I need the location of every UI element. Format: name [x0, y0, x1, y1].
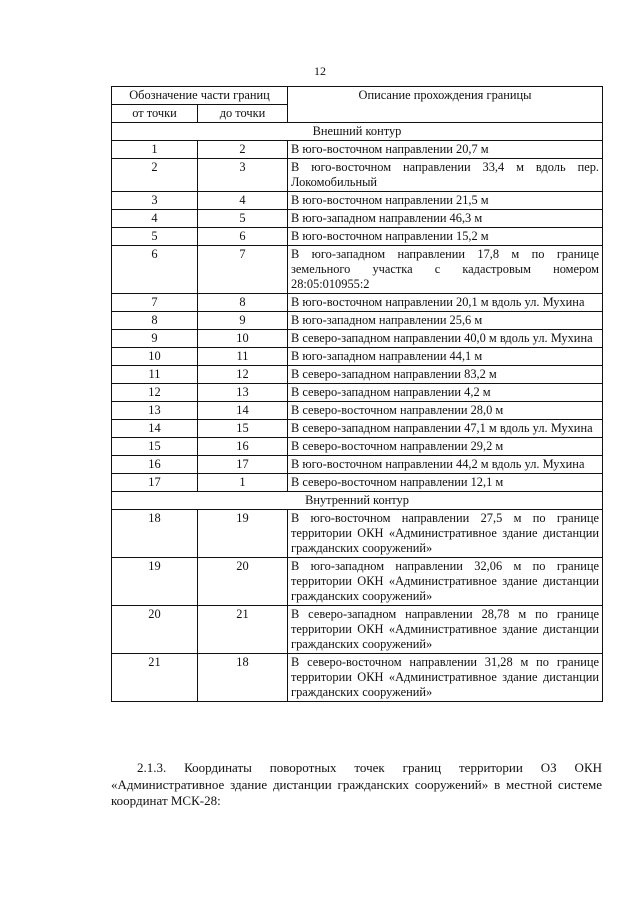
table-row — [112, 246, 603, 294]
to-point-cell: 14 — [198, 402, 288, 420]
description-cell: В юго-восточном направлении 27,5 м по границе территории ОКН «Административное здание дистанции гражданских сооружений» — [288, 510, 603, 558]
table-row — [112, 228, 603, 246]
table-row — [112, 402, 603, 420]
description-cell: В юго-восточном направлении 15,2 м — [288, 228, 603, 246]
description-cell: В северо-западном направлении 40,0 м вдоль ул. Мухина — [288, 330, 603, 348]
to-point-cell: 21 — [198, 606, 288, 654]
section-row — [112, 492, 603, 510]
to-point-cell: 9 — [198, 312, 288, 330]
description-cell: В юго-восточном направлении 20,7 м — [288, 141, 603, 159]
header-from-point: от точки — [112, 105, 198, 123]
table-row — [112, 384, 603, 402]
from-point-cell: 6 — [112, 246, 198, 294]
to-point-cell: 2 — [198, 141, 288, 159]
description-cell: В северо-восточном направлении 12,1 м — [288, 474, 603, 492]
to-point-cell: 15 — [198, 420, 288, 438]
description-cell: В юго-западном направлении 25,6 м — [288, 312, 603, 330]
to-point-cell: 17 — [198, 456, 288, 474]
table-row — [112, 654, 603, 702]
closing-paragraph: 2.1.3. Координаты поворотных точек границ территории ОЗ ОКН «Административное здание дистанции гражданских сооружений» в местной системе координат МСК-28: — [111, 760, 602, 808]
description-cell: В юго-восточном направлении 20,1 м вдоль ул. Мухина — [288, 294, 603, 312]
description-cell: В юго-западном направлении 32,06 м по границе территории ОКН «Административное здание дистанции гражданских сооружений» — [288, 558, 603, 606]
description-cell: В юго-западном направлении 44,1 м — [288, 348, 603, 366]
to-point-cell: 10 — [198, 330, 288, 348]
from-point-cell: 10 — [112, 348, 198, 366]
table-body — [112, 123, 603, 702]
table-row — [112, 456, 603, 474]
from-point-cell: 14 — [112, 420, 198, 438]
from-point-cell: 5 — [112, 228, 198, 246]
to-point-cell: 7 — [198, 246, 288, 294]
to-point-cell: 18 — [198, 654, 288, 702]
table-row — [112, 312, 603, 330]
from-point-cell: 17 — [112, 474, 198, 492]
table-row — [112, 510, 603, 558]
to-point-cell: 5 — [198, 210, 288, 228]
description-cell: В северо-западном направлении 28,78 м по границе территории ОКН «Административное здание дистанции гражданских сооружений» — [288, 606, 603, 654]
table-row — [112, 294, 603, 312]
to-point-cell: 6 — [198, 228, 288, 246]
description-cell: В северо-западном направлении 83,2 м — [288, 366, 603, 384]
from-point-cell: 15 — [112, 438, 198, 456]
from-point-cell: 21 — [112, 654, 198, 702]
description-cell: В северо-восточном направлении 28,0 м — [288, 402, 603, 420]
table-row — [112, 366, 603, 384]
table-row — [112, 348, 603, 366]
from-point-cell: 18 — [112, 510, 198, 558]
header-description: Описание прохождения границы — [288, 87, 603, 123]
to-point-cell: 4 — [198, 192, 288, 210]
table-row — [112, 159, 603, 192]
from-point-cell: 11 — [112, 366, 198, 384]
description-cell: В юго-восточном направлении 33,4 м вдоль пер. Локомобильный — [288, 159, 603, 192]
to-point-cell: 8 — [198, 294, 288, 312]
to-point-cell: 13 — [198, 384, 288, 402]
boundary-table — [111, 86, 603, 702]
header-to-point: до точки — [198, 105, 288, 123]
table-row — [112, 606, 603, 654]
from-point-cell: 3 — [112, 192, 198, 210]
description-cell: В юго-западном направлении 17,8 м по границе земельного участка с кадастровым номером 28:05:010955:2 — [288, 246, 603, 294]
to-point-cell: 12 — [198, 366, 288, 384]
from-point-cell: 16 — [112, 456, 198, 474]
description-cell: В юго-западном направлении 46,3 м — [288, 210, 603, 228]
description-cell: В северо-западном направлении 4,2 м — [288, 384, 603, 402]
description-cell: В юго-восточном направлении 44,2 м вдоль ул. Мухина — [288, 456, 603, 474]
from-point-cell: 4 — [112, 210, 198, 228]
section-row — [112, 123, 603, 141]
page-number: 12 — [314, 64, 326, 78]
table-row — [112, 192, 603, 210]
from-point-cell: 19 — [112, 558, 198, 606]
to-point-cell: 20 — [198, 558, 288, 606]
section-title: Внешний контур — [112, 123, 603, 141]
description-cell: В северо-восточном направлении 31,28 м по границе территории ОКН «Административное здание дистанции гражданских сооружений» — [288, 654, 603, 702]
description-cell: В юго-восточном направлении 21,5 м — [288, 192, 603, 210]
table-row — [112, 558, 603, 606]
to-point-cell: 19 — [198, 510, 288, 558]
from-point-cell: 12 — [112, 384, 198, 402]
table-row — [112, 474, 603, 492]
table-row — [112, 210, 603, 228]
from-point-cell: 2 — [112, 159, 198, 192]
from-point-cell: 13 — [112, 402, 198, 420]
from-point-cell: 9 — [112, 330, 198, 348]
from-point-cell: 20 — [112, 606, 198, 654]
table-header-row — [112, 87, 603, 105]
to-point-cell: 1 — [198, 474, 288, 492]
to-point-cell: 16 — [198, 438, 288, 456]
table-row — [112, 438, 603, 456]
to-point-cell: 3 — [198, 159, 288, 192]
description-cell: В северо-восточном направлении 29,2 м — [288, 438, 603, 456]
header-boundary-part: Обозначение части границ — [112, 87, 288, 105]
table-row — [112, 420, 603, 438]
from-point-cell: 7 — [112, 294, 198, 312]
table-row — [112, 330, 603, 348]
description-cell: В северо-западном направлении 47,1 м вдоль ул. Мухина — [288, 420, 603, 438]
from-point-cell: 8 — [112, 312, 198, 330]
section-title: Внутренний контур — [112, 492, 603, 510]
to-point-cell: 11 — [198, 348, 288, 366]
table-row — [112, 141, 603, 159]
from-point-cell: 1 — [112, 141, 198, 159]
